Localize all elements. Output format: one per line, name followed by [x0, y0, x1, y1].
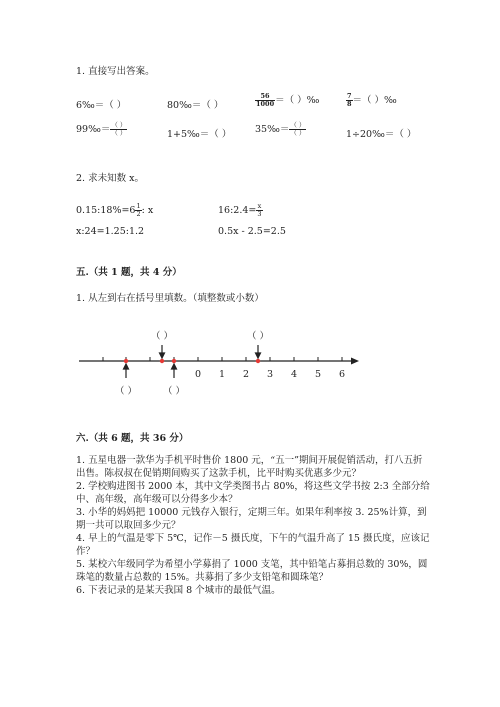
q2-eq1: 0.15:18%=6 $\frac{1}{2}$ : x: [76, 202, 154, 218]
blank-top-2: （ ）: [246, 331, 270, 342]
q1-title: 1. 直接写出答案。: [76, 66, 155, 77]
section6-q1: 1. 五星电器一款华为手机平时售价 1800 元，“五一”期间开展促销活动，打八五折出售。陈叔叔在促销期间购买了这款手机，比平时购买优惠多少元？: [76, 455, 423, 479]
section5-q1: 1. 从左到右在括号里填数。（填整数或小数）: [76, 293, 264, 304]
fraction: $\frac{( )}{( )}$: [111, 121, 127, 137]
blank-bottom-1: （ ）: [114, 386, 138, 397]
section6-q6: 6. 下表记录的是某天我国 8 个城市的最低气温。: [76, 585, 281, 596]
q2-title: 2. 求未知数 x。: [76, 173, 144, 184]
q1-r1-b: 80‰＝（ ）: [167, 100, 224, 111]
fraction: $\frac{7}{8}$: [347, 92, 352, 108]
section6-heading: 六.（共 6 题，共 36 分）: [76, 433, 189, 444]
tick-label-2: 2: [242, 369, 250, 380]
number-line: [76, 325, 366, 400]
arrow-head-icon: [351, 358, 359, 365]
q1-r2-c: 35‰＝ $\frac{( )}{( )}$: [255, 121, 306, 137]
section5-heading: 五.（共 1 题，共 4 分）: [76, 267, 182, 278]
tick-label-1: 1: [218, 369, 226, 380]
fraction: $\frac{x}{3}$: [257, 202, 262, 218]
fraction: $\frac{( )}{( )}$: [290, 121, 306, 137]
up-arrow-icon: [124, 364, 129, 378]
section6-q5: 5. 某校六年级同学为希望小学募捐了 1000 支笔，其中铅笔占募捐总数的 30%，圆珠笔的数量占总数的 15%。共募捐了多少支铅笔和圆珠笔？: [76, 559, 428, 583]
q1-r1-d: $\frac{7}{8}$ ＝（ ）‰: [347, 92, 397, 108]
up-arrow-icon: [172, 364, 177, 378]
tick-label-4: 4: [290, 369, 298, 380]
q2-eq2: 16:2.4= $\frac{x}{3}$: [218, 202, 262, 218]
tick-label-5: 5: [314, 369, 322, 380]
section6-q2: 2. 学校购进图书 2000 本，其中文学类图书占 80%，将这些文学书按 2:3 全部分给中、高年级，高年级可以分得多少本？: [76, 481, 430, 505]
tick-label-6: 6: [338, 369, 346, 380]
q1-r2-b: 1+5‰＝（ ）: [167, 129, 232, 140]
section6-q3: 3. 小华的妈妈把 10000 元钱存入银行，定期三年。如果年利率按 3. 25%计算，到期一共可以取回多少元？: [76, 507, 427, 531]
down-arrow-icon: [160, 345, 165, 358]
fraction: $\frac{56}{1000}$: [256, 92, 275, 108]
blank-bottom-2: （ ）: [162, 386, 186, 397]
tick-label-0: 0: [194, 369, 202, 380]
section6-q4: 4. 早上的气温是零下 5℃，记作－5 摄氏度，下午的气温升高了 15 摄氏度，应该记作？: [76, 533, 430, 557]
q1-r1-a: 6‰＝（ ）: [76, 100, 127, 111]
q1-r2-a: 99‰＝ $\frac{( )}{( )}$: [76, 121, 127, 137]
blank-top-1: （ ）: [150, 331, 174, 342]
q1-r1-c: $\frac{56}{1000}$ ＝（ ）‰: [256, 92, 320, 108]
q2-eq3: x:24=1.25:1.2: [76, 226, 145, 237]
q2-eq4: 0.5x - 2.5=2.5: [218, 226, 286, 237]
tick-marks: [103, 357, 342, 361]
down-arrow-icon: [256, 345, 261, 358]
q1-r2-d: 1÷20‰＝（ ）: [346, 129, 417, 140]
fraction: $\frac{1}{2}$: [136, 202, 141, 218]
tick-label-3: 3: [266, 369, 274, 380]
